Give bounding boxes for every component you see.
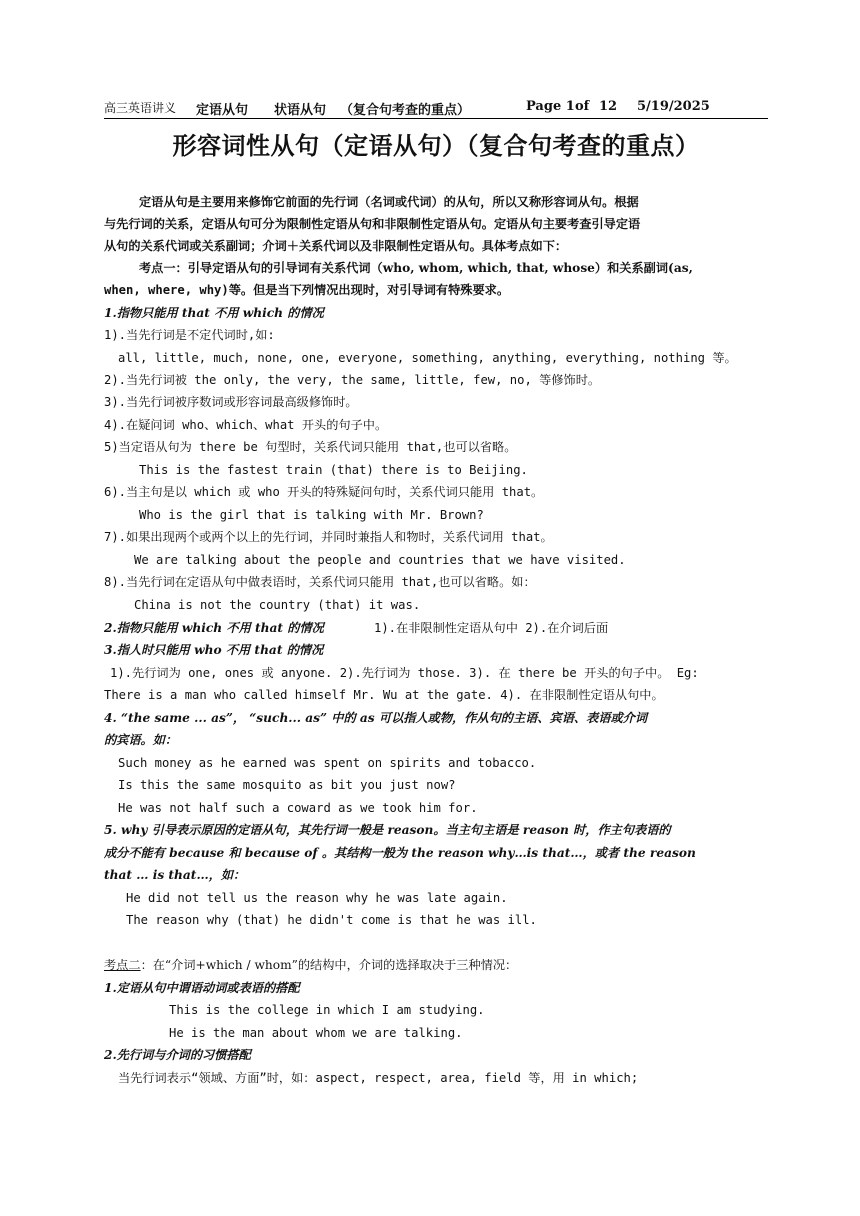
example-sentence: Who is the girl that is talking with Mr. Brown? — [139, 508, 484, 522]
example-sentence: We are talking about the people and countries that we have visited. — [134, 553, 626, 567]
section-1-line: 3).当先行词被序数词或形容词最高级修饰时。 — [104, 395, 358, 409]
section-1-line: 8).当先行词在定语从句中做表语时，关系代词只能用 that,也可以省略。如： — [104, 575, 536, 589]
header-of: of — [575, 99, 590, 114]
header-course: 高三英语讲义 — [104, 101, 177, 115]
section-1-line: 1).当先行词是不定代词时,如: — [104, 328, 275, 342]
header-rule — [104, 118, 768, 119]
kaodian-2-line — [104, 956, 517, 974]
section-1-line: 4).在疑问词 who、which、what 开头的句子中。 — [104, 418, 388, 432]
example-sentence: The reason why (that) he didn't come is that he was ill. — [126, 913, 537, 927]
kaodian-2-text: ：在“介词+which / whom”的结构中，介词的选择取决于三种情况： — [140, 958, 518, 972]
kaodian-2-label: 考点二 — [104, 958, 141, 972]
section-3-line: 1).先行词为 one, ones 或 anyone. 2).先行词为 those. 3). 在 there be 开头的句子中。 Eg: — [110, 666, 699, 680]
section-1-line: 5)当定语从句为 there be 句型时，关系代词只能用 that,也可以省略。 — [104, 440, 517, 454]
example-sentence: China is not the country (that) it was. — [134, 598, 421, 612]
header-date: 5/19/2025 — [637, 99, 710, 114]
kaodian-2-subheading: 1.定语从句中谓语动词或表语的搭配 — [104, 981, 300, 995]
header-topic-1: 定语从句 — [196, 103, 249, 118]
section-1-line: 7).如果出现两个或两个以上的先行词，并同时兼指人和物时，关系代词用 that。 — [104, 530, 553, 544]
header-topic-2: 状语从句 — [274, 103, 327, 118]
section-4-heading: 的宾语。如： — [104, 733, 178, 747]
example-sentence: He was not half such a coward as we took him for. — [118, 801, 478, 815]
section-1-line: 2).当先行词被 the only, the very, the same, little, few, no, 等修饰时。 — [104, 373, 601, 387]
header-topic-3: （复合句考查的重点） — [340, 103, 471, 118]
section-2-heading: 2.指物只能用 which 不用 that 的情况 — [104, 621, 324, 635]
page-header — [104, 96, 768, 118]
kaodian-2-subheading: 2.先行词与介词的习惯搭配 — [104, 1048, 251, 1062]
example-sentence: He did not tell us the reason why he was late again. — [126, 891, 508, 905]
section-5-heading: that … is that…，如： — [104, 868, 246, 882]
intro-line: 与先行词的关系，定语从句可分为限制性定语从句和非限制性定语从句。定语从句主要考查引导定语 — [104, 217, 641, 231]
example-sentence: Such money as he earned was spent on spirits and tobacco. — [118, 756, 537, 770]
section-1-heading: 1.指物只能用 that 不用 which 的情况 — [104, 306, 324, 320]
example-sentence: This is the fastest train (that) there is to Beijing. — [139, 463, 528, 477]
kaodian-1-line: 考点一：引导定语从句的引导词有关系代词（who, whom, which, that, whose）和关系副词(as, — [139, 261, 693, 275]
section-5-heading: 5. why 引导表示原因的定语从句，其先行词一般是 reason。当主句主语是 reason 时，作主句表语的 — [104, 823, 671, 837]
section-3-heading: 3.指人时只能用 who 不用 that 的情况 — [104, 643, 324, 657]
section-5-heading: 成分不能有 because 和 because of 。其结构一般为 the reason why…is that…，或者 the reason — [104, 846, 696, 860]
section-4-heading: 4. “the same ... as”， “such... as” 中的 as 可以指人或物，作从句的主语、宾语、表语或介词 — [104, 711, 648, 725]
page-title: 形容词性从句（定语从句）（复合句考查的重点） — [172, 132, 700, 160]
example-sentence: Is this the same mosquito as bit you just now? — [118, 778, 456, 792]
example-sentence: He is the man about whom we are talking. — [169, 1026, 463, 1040]
kaodian-1-line: when, where, why)等。但是当下列情况出现时，对引导词有特殊要求。 — [104, 283, 510, 297]
intro-line: 定语从句是主要用来修饰它前面的先行词（名词或代词）的从句，所以又称形容词从句。根据 — [139, 195, 639, 209]
header-page: Page 1 — [526, 99, 575, 114]
intro-line: 从句的关系代词或关系副词；介词＋关系代词以及非限制性定语从句。具体考点如下： — [104, 239, 568, 253]
section-1-line: all, little, much, none, one, everyone, something, anything, everything, nothing 等。 — [118, 351, 737, 365]
example-sentence: This is the college in which I am studying. — [169, 1003, 485, 1017]
section-1-line: 6).当主句是以 which 或 who 开头的特殊疑问句时，关系代词只能用 that。 — [104, 485, 544, 499]
header-total: 12 — [599, 99, 618, 114]
section-3-line: There is a man who called himself Mr. Wu at the gate. 4). 在非限制性定语从句中。 — [104, 688, 664, 702]
section-2-items: 1).在非限制性定语从句中 2).在介词后面 — [374, 621, 609, 635]
kaodian-2-line: 当先行词表示“领域、方面”时，如：aspect, respect, area, field 等，用 in which; — [118, 1071, 639, 1085]
